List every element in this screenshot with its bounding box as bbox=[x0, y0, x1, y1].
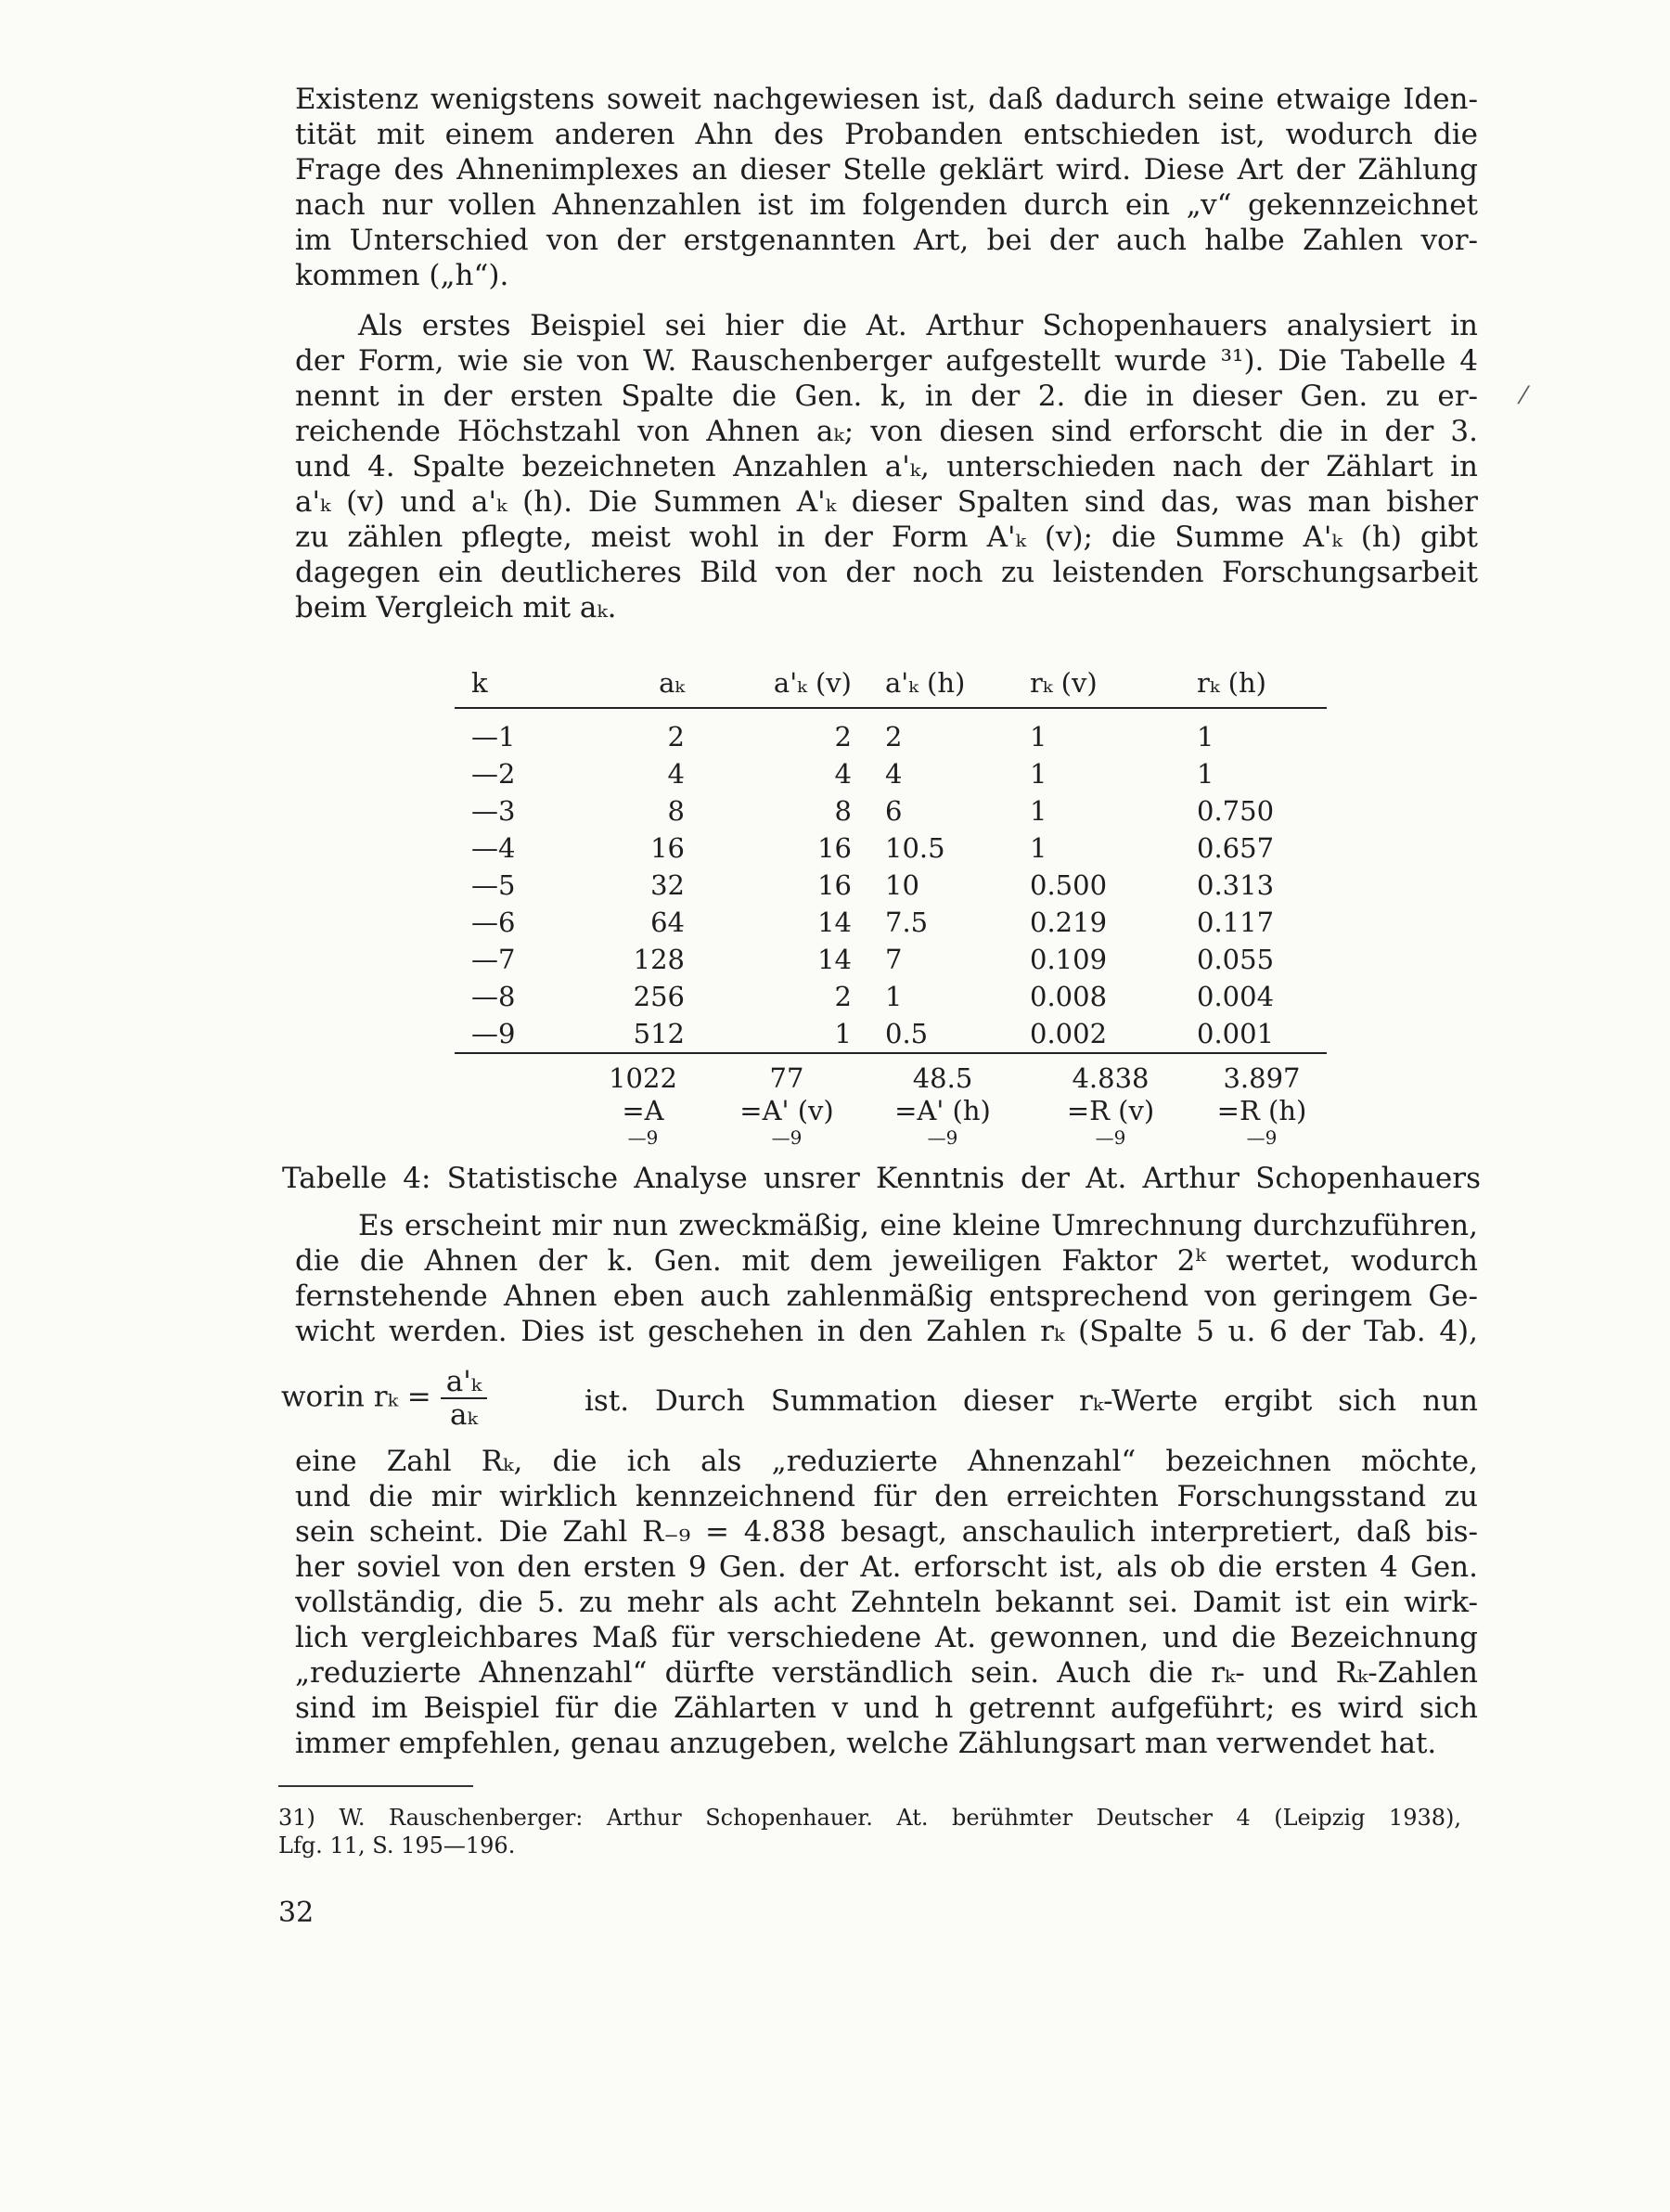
table-sub-row bbox=[455, 1126, 1327, 1149]
header-rk-v: rₖ (v) bbox=[1024, 659, 1197, 708]
table-cell: 1 bbox=[1030, 832, 1047, 864]
table-cell: 8 bbox=[834, 795, 852, 827]
sum-subscript-cell: —9 bbox=[771, 1126, 803, 1149]
sum-cell: 3.897 bbox=[1197, 1053, 1327, 1095]
table-cell: 4 bbox=[885, 758, 903, 790]
sum-label-cell bbox=[455, 1095, 573, 1126]
text-line: die die Ahnen der k. Gen. mit dem jeweiligen Faktor 2ᵏ wertet, wodurch bbox=[295, 1244, 1478, 1278]
table-cell: 16 bbox=[817, 832, 852, 864]
header-k: k bbox=[455, 659, 573, 708]
text-line: fernstehende Ahnen eben auch zahlenmäßig entsprechend von geringem Ge- bbox=[295, 1280, 1478, 1313]
sum-label-cell: =R (v) bbox=[1066, 1095, 1155, 1126]
sum-cell: 1022 bbox=[573, 1053, 713, 1095]
table-row bbox=[455, 867, 1327, 904]
text-line: eine Zahl Rₖ, die ich als „reduzierte Ahnenzahl“ bezeichnen möchte, bbox=[295, 1445, 1478, 1478]
table-cell: 10 bbox=[885, 869, 919, 901]
table-cell: 256 bbox=[633, 981, 685, 1012]
header-ak-v: a'ₖ (v) bbox=[713, 659, 861, 708]
text-line: immer empfehlen, genau anzugeben, welche Zählungsart man verwendet hat. bbox=[295, 1727, 1437, 1760]
table-cell: 0.657 bbox=[1197, 832, 1275, 864]
paragraph-schopenhauer-example bbox=[295, 308, 1478, 625]
footnote-line: Lfg. 11, S. 195—196. bbox=[278, 1833, 516, 1858]
paragraph-ahnenzahl-counting bbox=[295, 82, 1478, 293]
sum-label-cell: =A' (h) bbox=[894, 1095, 991, 1126]
table-cell: 0.500 bbox=[1030, 869, 1108, 901]
text-line: „reduzierte Ahnenzahl“ dürfte verständlich sein. Auch die rₖ- und Rₖ-Zahlen bbox=[295, 1656, 1478, 1690]
text-line: Es erscheint mir nun zweckmäßig, eine kleine Umrechnung durchzuführen, bbox=[358, 1209, 1478, 1242]
text-line: Frage des Ahnenimplexes an dieser Stelle geklärt wird. Diese Art der Zählung bbox=[295, 153, 1478, 186]
table-sum-row bbox=[455, 1053, 1327, 1095]
text-line: der Form, wie sie von W. Rauschenberger aufgestellt wurde ³¹). Die Tabelle 4 bbox=[295, 344, 1478, 378]
text-line: sind im Beispiel für die Zählarten v und h getrennt aufgeführt; es wird sich bbox=[295, 1691, 1478, 1725]
text-line: Als erstes Beispiel sei hier die At. Arthur Schopenhauers analysiert in bbox=[358, 309, 1478, 342]
formula-denominator: aₖ bbox=[449, 1398, 478, 1432]
formula-numerator: a'ₖ bbox=[441, 1366, 487, 1399]
text-line: a'ₖ (v) und a'ₖ (h). Die Summen A'ₖ dieser Spalten sind das, was man bisher bbox=[295, 485, 1478, 519]
table-cell: 8 bbox=[667, 795, 685, 827]
text-line: im Unterschied von der erstgenannten Art, bei der auch halbe Zahlen vor- bbox=[295, 224, 1478, 257]
text-line: wicht werden. Dies ist geschehen in den Zahlen rₖ (Spalte 5 u. 6 der Tab. 4), bbox=[295, 1315, 1478, 1348]
table-cell: 7.5 bbox=[885, 907, 929, 938]
table-row bbox=[455, 941, 1327, 978]
header-rk-h: rₖ (h) bbox=[1197, 659, 1327, 708]
table-cell: 1 bbox=[1197, 758, 1214, 790]
table-cell: —7 bbox=[471, 944, 516, 975]
formula-suffix: ist. Durch Summation dieser rₖ-Werte ergibt sich nun bbox=[584, 1384, 1478, 1418]
table-cell: 32 bbox=[650, 869, 685, 901]
table-cell: 0.109 bbox=[1030, 944, 1108, 975]
text-line: lich vergleichbares Maß für verschiedene At. gewonnen, und die Bezeichnung bbox=[295, 1621, 1478, 1654]
table-cell: 1 bbox=[1030, 758, 1047, 790]
table-cell: 2 bbox=[834, 981, 852, 1012]
table-cell: 14 bbox=[817, 944, 852, 975]
table-cell: —6 bbox=[471, 907, 516, 938]
table-cell: 14 bbox=[817, 907, 852, 938]
table-cell: 2 bbox=[667, 721, 685, 752]
footnote-line: 31) W. Rauschenberger: Arthur Schopenhauer. At. berühmter Deutscher 4 (Leipzig 1938), bbox=[278, 1805, 1461, 1831]
table-cell: 0.219 bbox=[1030, 907, 1108, 938]
text-line: kommen („h“). bbox=[295, 259, 509, 292]
table-cell: 0.313 bbox=[1197, 869, 1275, 901]
table-cell: 0.117 bbox=[1197, 907, 1275, 938]
table-cell: 2 bbox=[885, 721, 903, 752]
table-cell: 0.001 bbox=[1197, 1018, 1275, 1049]
sum-cell bbox=[455, 1053, 573, 1095]
table-cell: 1 bbox=[1030, 795, 1047, 827]
sum-cell: 4.838 bbox=[1024, 1053, 1197, 1095]
text-line: zu zählen pflegte, meist wohl in der Form A'ₖ (v); die Summe A'ₖ (h) gibt bbox=[295, 521, 1478, 554]
text-line: und 4. Spalte bezeichneten Anzahlen a'ₖ, unterschieden nach der Zählart in bbox=[295, 450, 1478, 483]
sum-label-cell: =R (h) bbox=[1216, 1095, 1307, 1126]
sum-subscript-cell: —9 bbox=[927, 1126, 958, 1149]
table-cell: 10.5 bbox=[885, 832, 945, 864]
table-cell: —3 bbox=[471, 795, 516, 827]
table-cell: 64 bbox=[650, 907, 685, 938]
table-cell: 16 bbox=[650, 832, 685, 864]
table-cell: 0.5 bbox=[885, 1018, 929, 1049]
table-row bbox=[455, 830, 1327, 867]
table-cell: 6 bbox=[885, 795, 903, 827]
table-cell: —9 bbox=[471, 1018, 516, 1049]
table-caption: Tabelle 4: Statistische Analyse unsrer Kenntnis der At. Arthur Schopenhauers bbox=[282, 1162, 1481, 1195]
table-cell: —4 bbox=[471, 832, 516, 864]
text-line: tität mit einem anderen Ahn des Probanden entschieden ist, wodurch die bbox=[295, 118, 1478, 151]
header-ak: aₖ bbox=[573, 659, 713, 708]
text-line: reichende Höchstzahl von Ahnen aₖ; von diesen sind erforscht die in der 3. bbox=[295, 415, 1478, 448]
formula-rk bbox=[281, 1366, 496, 1431]
ahnen-table bbox=[455, 659, 1327, 1149]
table-header-row bbox=[455, 659, 1327, 708]
table-cell: 0.004 bbox=[1197, 981, 1275, 1012]
table-cell: —2 bbox=[471, 758, 516, 790]
table-cell: 4 bbox=[834, 758, 852, 790]
text-line: her soviel von den ersten 9 Gen. der At. erforscht ist, als ob die ersten 4 Gen. bbox=[295, 1550, 1478, 1584]
table-cell: 0.750 bbox=[1197, 795, 1275, 827]
table-cell: 128 bbox=[633, 944, 685, 975]
text-line: nennt in der ersten Spalte die Gen. k, in der 2. die in dieser Gen. zu er- bbox=[295, 379, 1478, 413]
footnote-rule bbox=[278, 1785, 473, 1787]
sum-cell: 48.5 bbox=[861, 1053, 1024, 1095]
header-ak-h: a'ₖ (h) bbox=[861, 659, 1024, 708]
table-row bbox=[455, 904, 1327, 941]
table-row bbox=[455, 1015, 1327, 1053]
sum-subscript-cell: —9 bbox=[1246, 1126, 1278, 1149]
table-cell: 1 bbox=[834, 1018, 852, 1049]
text-line: Existenz wenigstens soweit nachgewiesen ist, daß dadurch seine etwaige Iden- bbox=[295, 83, 1478, 116]
table-row bbox=[455, 978, 1327, 1015]
sum-label-cell: =A' (v) bbox=[739, 1095, 834, 1126]
text-line: und die mir wirklich kennzeichnend für den erreichten Forschungsstand zu bbox=[295, 1480, 1478, 1513]
text-line: dagegen ein deutlicheres Bild von der noch zu leistenden Forschungsarbeit bbox=[295, 556, 1478, 589]
table-cell: 1 bbox=[885, 981, 903, 1012]
formula-fraction bbox=[441, 1366, 487, 1431]
table-cell: 0.055 bbox=[1197, 944, 1275, 975]
table-row bbox=[455, 708, 1327, 755]
table-cell: 0.008 bbox=[1030, 981, 1108, 1012]
table-row bbox=[455, 792, 1327, 830]
table-row bbox=[455, 755, 1327, 792]
paragraph-reduction bbox=[295, 1208, 1478, 1349]
margin-mark: ⁄ bbox=[1522, 382, 1526, 410]
table-cell: —5 bbox=[471, 869, 516, 901]
footnote bbox=[278, 1804, 1461, 1859]
table-cell: 1 bbox=[1197, 721, 1214, 752]
table-cell: 16 bbox=[817, 869, 852, 901]
page-number: 32 bbox=[278, 1897, 315, 1929]
table-cell: 512 bbox=[633, 1018, 685, 1049]
text-line: vollständig, die 5. zu mehr als acht Zehnteln bekannt sei. Damit ist ein wirk- bbox=[295, 1586, 1478, 1619]
table-cell: —1 bbox=[471, 721, 516, 752]
table-cell: 0.002 bbox=[1030, 1018, 1108, 1049]
sum-subscript-cell: —9 bbox=[1095, 1126, 1126, 1149]
sum-label-cell: =A bbox=[622, 1095, 664, 1126]
text-line: nach nur vollen Ahnenzahlen ist im folgenden durch ein „v“ gekennzeichnet bbox=[295, 188, 1478, 222]
table-cell: —8 bbox=[471, 981, 516, 1012]
table-eq-row bbox=[455, 1095, 1327, 1126]
table-cell: 7 bbox=[885, 944, 903, 975]
text-line: beim Vergleich mit aₖ. bbox=[295, 591, 617, 624]
table-cell: 4 bbox=[667, 758, 685, 790]
sum-subscript-cell: —9 bbox=[627, 1126, 659, 1149]
table-cell: 2 bbox=[834, 721, 852, 752]
formula-prefix: worin rₖ = bbox=[281, 1380, 431, 1414]
paragraph-reduzierte-ahnenzahl bbox=[295, 1444, 1478, 1761]
table-cell: 1 bbox=[1030, 721, 1047, 752]
sum-subscript-cell bbox=[455, 1126, 573, 1149]
sum-cell: 77 bbox=[713, 1053, 861, 1095]
text-line: sein scheint. Die Zahl R₋₉ = 4.838 besagt, anschaulich interpretiert, daß bis- bbox=[295, 1515, 1478, 1549]
